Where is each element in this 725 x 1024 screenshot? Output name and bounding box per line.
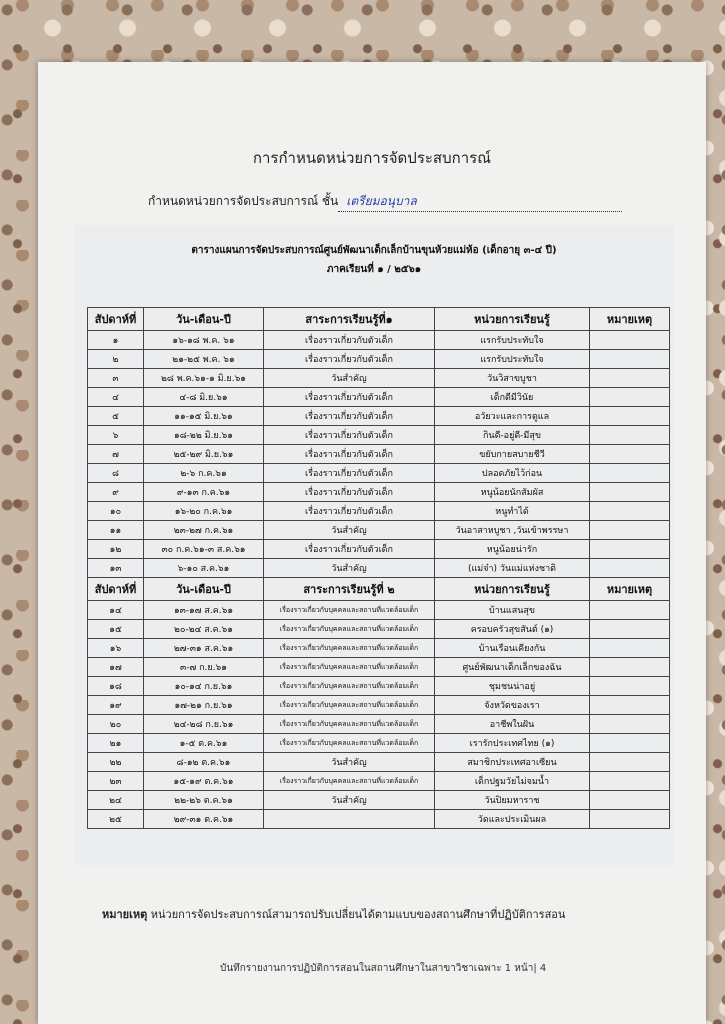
cell-date: ๒๐-๒๔ ส.ค.๖๑ [144, 620, 264, 639]
table-row [88, 696, 670, 715]
cell-week: ๑๔ [88, 601, 144, 620]
table-row [88, 677, 670, 696]
cell-unit: ศูนย์พัฒนาเด็กเล็กของฉัน [435, 658, 590, 677]
cell-topic: เรื่องราวเกี่ยวกับตัวเด็ก [264, 445, 435, 464]
table-row [88, 407, 670, 426]
cell-note [590, 620, 670, 639]
cell-week: ๑๕ [88, 620, 144, 639]
table-row [88, 791, 670, 810]
cell-date: ๒๑-๒๕ พ.ค. ๖๑ [144, 350, 264, 369]
cell-date: ๑๐-๑๔ ก.ย.๖๑ [144, 677, 264, 696]
cell-week: ๗ [88, 445, 144, 464]
cell-date: ๒๙-๓๑ ต.ค.๖๑ [144, 810, 264, 829]
cell-date: ๙-๑๓ ก.ค.๖๑ [144, 483, 264, 502]
cell-topic: เรื่องราวเกี่ยวกับตัวเด็ก [264, 502, 435, 521]
cell-topic: เรื่องราวเกี่ยวกับตัวเด็ก [264, 540, 435, 559]
cell-unit: จังหวัดของเรา [435, 696, 590, 715]
cell-unit: อวัยวะและการดูแล [435, 407, 590, 426]
cell-week: ๑๖ [88, 639, 144, 658]
cell-date: ๑๕-๑๙ ต.ค.๖๑ [144, 772, 264, 791]
table-row [88, 772, 670, 791]
cell-unit: เรารักประเทศไทย (๑) [435, 734, 590, 753]
cell-unit: วันอาสาหบูชา ,วันเข้าพรรษา [435, 521, 590, 540]
schedule-inset [74, 225, 674, 865]
cell-note [590, 407, 670, 426]
cell-week: ๑๙ [88, 696, 144, 715]
cell-week: ๒๑ [88, 734, 144, 753]
table-row [88, 715, 670, 734]
cell-note [590, 502, 670, 521]
cell-week: ๑๐ [88, 502, 144, 521]
level-label: กำหนดหน่วยการจัดประสบการณ์ ชั้น [148, 194, 339, 208]
table-row [88, 331, 670, 350]
cell-unit: อาชีพในฝัน [435, 715, 590, 734]
cell-topic: เรื่องราวเกี่ยวกับบุคคลและสถานที่แวดล้อมเด็ก [264, 715, 435, 734]
cell-week: ๑ [88, 331, 144, 350]
table-row [88, 426, 670, 445]
table-row [88, 464, 670, 483]
column-header: หมายเหตุ [590, 578, 670, 601]
column-header: หน่วยการเรียนรู้ [435, 578, 590, 601]
cell-note [590, 540, 670, 559]
table-row [88, 639, 670, 658]
cell-note [590, 445, 670, 464]
column-header: สาระการเรียนรู้ที่๑ [264, 308, 435, 331]
cell-unit: วัดและประเมินผล [435, 810, 590, 829]
header-row [88, 308, 670, 331]
cell-unit: แรกรับประทับใจ [435, 331, 590, 350]
table-row [88, 559, 670, 578]
cell-week: ๖ [88, 426, 144, 445]
table-row [88, 810, 670, 829]
remark [102, 905, 565, 923]
cell-week: ๒๒ [88, 753, 144, 772]
table-row [88, 369, 670, 388]
cell-topic: เรื่องราวเกี่ยวกับตัวเด็ก [264, 483, 435, 502]
cell-date: ๒๔-๒๘ ก.ย.๖๑ [144, 715, 264, 734]
cell-date: ๘-๑๒ ต.ค.๖๑ [144, 753, 264, 772]
cell-topic: เรื่องราวเกี่ยวกับตัวเด็ก [264, 388, 435, 407]
cell-topic: เรื่องราวเกี่ยวกับตัวเด็ก [264, 407, 435, 426]
remark-text: หน่วยการจัดประสบการณ์สามารถปรับเปลี่ยนได้ตามแบบของสถานศึกษาที่ปฏิบัติการสอน [150, 908, 566, 921]
cell-unit: (แม่จ๋า) วันแม่แห่งชาติ [435, 559, 590, 578]
cell-date: ๑๓-๑๗ ส.ค.๖๑ [144, 601, 264, 620]
cell-note [590, 791, 670, 810]
cell-date: ๒๓-๒๗ ก.ค.๖๑ [144, 521, 264, 540]
cell-week: ๑๗ [88, 658, 144, 677]
cell-date: ๓๐ ก.ค.๖๑-๓ ส.ค.๖๑ [144, 540, 264, 559]
cell-topic: เรื่องราวเกี่ยวกับบุคคลและสถานที่แวดล้อมเด็ก [264, 639, 435, 658]
cell-note [590, 388, 670, 407]
column-header: สัปดาห์ที่ [88, 578, 144, 601]
cell-unit: ขยับกายสบายชีวี [435, 445, 590, 464]
cell-topic: วันสำคัญ [264, 791, 435, 810]
cell-unit: บ้านแสนสุข [435, 601, 590, 620]
cell-date: ๒๕-๒๙ มิ.ย.๖๑ [144, 445, 264, 464]
cell-topic: เรื่องราวเกี่ยวกับบุคคลและสถานที่แวดล้อมเด็ก [264, 734, 435, 753]
header-row [88, 578, 670, 601]
document-page [38, 62, 706, 1024]
cell-note [590, 559, 670, 578]
plan-title: ตารางแผนการจัดประสบการณ์ศูนย์พัฒนาเด็กเล็กบ้านขุนห้วยแม่ห้อ (เด็กอายุ ๓-๔ ปี) [191, 245, 557, 256]
cell-topic: เรื่องราวเกี่ยวกับบุคคลและสถานที่แวดล้อมเด็ก [264, 696, 435, 715]
column-header: วัน-เดือน-ปี [144, 308, 264, 331]
cell-unit: หนูทำได้ [435, 502, 590, 521]
cell-date: ๑๗-๒๑ ก.ย.๖๑ [144, 696, 264, 715]
table-row [88, 753, 670, 772]
cell-note [590, 753, 670, 772]
cell-week: ๒๕ [88, 810, 144, 829]
cell-week: ๒๓ [88, 772, 144, 791]
remark-label: หมายเหตุ [102, 908, 148, 921]
table-row [88, 521, 670, 540]
cell-note [590, 658, 670, 677]
cell-note [590, 696, 670, 715]
cell-topic: วันสำคัญ [264, 559, 435, 578]
cell-note [590, 715, 670, 734]
cell-date: ๒๒-๒๖ ต.ค.๖๑ [144, 791, 264, 810]
cell-date: ๑๖-๒๐ ก.ค.๖๑ [144, 502, 264, 521]
cell-note [590, 734, 670, 753]
cell-week: ๘ [88, 464, 144, 483]
cell-note [590, 426, 670, 445]
cell-note [590, 331, 670, 350]
cell-note [590, 772, 670, 791]
cell-week: ๓ [88, 369, 144, 388]
table-row [88, 350, 670, 369]
cell-topic: เรื่องราวเกี่ยวกับบุคคลและสถานที่แวดล้อมเด็ก [264, 658, 435, 677]
cell-week: ๑๘ [88, 677, 144, 696]
cell-date: ๑๘-๒๒ มิ.ย.๖๑ [144, 426, 264, 445]
column-header: หน่วยการเรียนรู้ [435, 308, 590, 331]
cell-topic: วันสำคัญ [264, 369, 435, 388]
column-header: สัปดาห์ที่ [88, 308, 144, 331]
table-row [88, 445, 670, 464]
cell-unit: ชุมชนน่าอยู่ [435, 677, 590, 696]
cell-unit: กินดี-อยู่ดี-มีสุข [435, 426, 590, 445]
cell-unit: วันปิยมหาราช [435, 791, 590, 810]
cell-note [590, 350, 670, 369]
table-row [88, 601, 670, 620]
cell-week: ๑๒ [88, 540, 144, 559]
cell-unit: ครอบครัวสุขสันต์ (๑) [435, 620, 590, 639]
table-row [88, 388, 670, 407]
cell-topic: เรื่องราวเกี่ยวกับตัวเด็ก [264, 426, 435, 445]
column-header: หมายเหตุ [590, 308, 670, 331]
cell-topic: เรื่องราวเกี่ยวกับตัวเด็ก [264, 464, 435, 483]
cell-date: ๑-๕ ต.ค.๖๑ [144, 734, 264, 753]
cell-unit: บ้านเรือนเคียงกัน [435, 639, 590, 658]
cell-note [590, 810, 670, 829]
cell-unit: เด็กปฐมวัยไม่จมน้ำ [435, 772, 590, 791]
cell-unit: ปลอดภัยไว้ก่อน [435, 464, 590, 483]
semester: ภาคเรียนที่ ๑ / ๒๕๖๑ [326, 264, 422, 275]
cell-topic: วันสำคัญ [264, 753, 435, 772]
cell-topic: เรื่องราวเกี่ยวกับบุคคลและสถานที่แวดล้อมเด็ก [264, 677, 435, 696]
cell-date: ๑๖-๑๘ พ.ค. ๖๑ [144, 331, 264, 350]
cell-topic: เรื่องราวเกี่ยวกับบุคคลและสถานที่แวดล้อมเด็ก [264, 772, 435, 791]
level-value: เตรียมอนุบาล [338, 192, 622, 212]
cell-week: ๑๑ [88, 521, 144, 540]
table-row [88, 540, 670, 559]
cell-topic: เรื่องราวเกี่ยวกับตัวเด็ก [264, 331, 435, 350]
cell-date: ๒-๖ ก.ค.๖๑ [144, 464, 264, 483]
cell-date: ๔-๘ มิ.ย.๖๑ [144, 388, 264, 407]
table-row [88, 658, 670, 677]
cell-note [590, 639, 670, 658]
cell-week: ๕ [88, 407, 144, 426]
cell-date: ๒๗-๓๑ ส.ค.๖๑ [144, 639, 264, 658]
cell-note [590, 521, 670, 540]
cell-note [590, 369, 670, 388]
cell-unit: หนูน้อยน่ารัก [435, 540, 590, 559]
column-header: วัน-เดือน-ปี [144, 578, 264, 601]
table-row [88, 502, 670, 521]
cell-week: ๒ [88, 350, 144, 369]
cell-note [590, 601, 670, 620]
table-row [88, 734, 670, 753]
column-header: สาระการเรียนรู้ที่ ๒ [264, 578, 435, 601]
cell-topic [264, 810, 435, 829]
cell-week: ๒๔ [88, 791, 144, 810]
cell-unit: สมาชิกประเทศอาเซียน [435, 753, 590, 772]
cell-unit: วันวิสาขบูชา [435, 369, 590, 388]
cell-unit: หนูน้อยนักสัมผัส [435, 483, 590, 502]
cell-date: ๖-๑๐ ส.ค.๖๑ [144, 559, 264, 578]
cell-week: ๒๐ [88, 715, 144, 734]
cell-note [590, 677, 670, 696]
cell-week: ๔ [88, 388, 144, 407]
cell-topic: วันสำคัญ [264, 521, 435, 540]
schedule-table [87, 307, 670, 829]
page-title: การกำหนดหน่วยการจัดประสบการณ์ [252, 149, 492, 167]
cell-unit: แรกรับประทับใจ [435, 350, 590, 369]
level-line [148, 192, 622, 212]
cell-note [590, 483, 670, 502]
cell-week: ๙ [88, 483, 144, 502]
cell-topic: เรื่องราวเกี่ยวกับบุคคลและสถานที่แวดล้อมเด็ก [264, 601, 435, 620]
page-footer: บันทึกรายงานการปฏิบัติการสอนในสถานศึกษาในสาขาวิชาเฉพาะ 1 หน้า| 4 [220, 963, 547, 974]
cell-date: ๒๘ พ.ค.๖๑-๑ มิ.ย.๖๑ [144, 369, 264, 388]
cell-note [590, 464, 670, 483]
table-row [88, 483, 670, 502]
cell-date: ๓-๗ ก.ย.๖๑ [144, 658, 264, 677]
cell-date: ๑๑-๑๕ มิ.ย.๖๑ [144, 407, 264, 426]
table-row [88, 620, 670, 639]
cell-topic: เรื่องราวเกี่ยวกับตัวเด็ก [264, 350, 435, 369]
cell-topic: เรื่องราวเกี่ยวกับบุคคลและสถานที่แวดล้อมเด็ก [264, 620, 435, 639]
cell-unit: เด็กดีมีวินัย [435, 388, 590, 407]
cell-week: ๑๓ [88, 559, 144, 578]
